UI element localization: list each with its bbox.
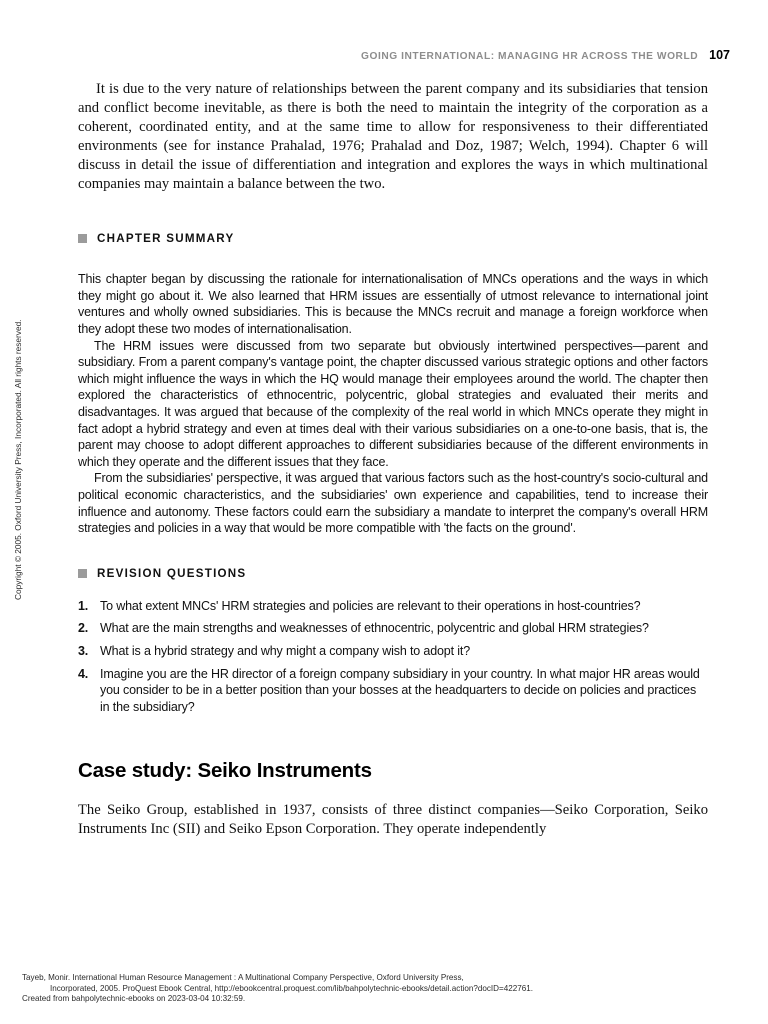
citation-block [22, 973, 722, 1005]
chapter-summary-heading-label: CHAPTER SUMMARY [97, 232, 235, 246]
revision-questions-heading-label: REVISION QUESTIONS [97, 566, 247, 580]
page-number: 107 [709, 48, 730, 62]
chapter-summary-heading [78, 232, 708, 245]
question-text: What is a hybrid strategy and why might a company wish to adopt it? [100, 643, 470, 658]
citation-line-2: Incorporated, 2005. ProQuest Ebook Central, http://ebookcentral.proquest.com/lib/bahpolytechnic-ebooks/detail.action?docID=422761. [50, 983, 534, 993]
list-item [78, 620, 708, 637]
citation-line-1: Tayeb, Monir. International Human Resource Management : A Multinational Company Perspective, Oxford University Press, [22, 973, 464, 982]
question-number: 3. [78, 643, 89, 658]
running-head-title: GOING INTERNATIONAL: MANAGING HR ACROSS THE WORLD [361, 51, 699, 62]
square-bullet-icon [78, 569, 87, 578]
citation-line-3: Created from bahpolytechnic-ebooks on 2023-03-04 10:32:59. [22, 994, 246, 1004]
question-number: 4. [78, 666, 89, 681]
running-head [78, 48, 730, 62]
spine-copyright-text: Copyright © 2005. Oxford University Press, Incorporated. All rights reserved. [13, 319, 23, 600]
revision-questions-list [78, 598, 708, 716]
question-number: 2. [78, 621, 89, 636]
page-content [78, 80, 708, 839]
list-item [78, 598, 708, 615]
chapter-summary-paragraph-3: From the subsidiaries' perspective, it was argued that various factors such as the host-country's socio-cultural and political economic characteristics, and the subsidiaries' own experience and capabilities, tend to increase their influence and autonomy. These factors could earn the subsidiary a mandate to interpret the company's overall HRM strategies and policies in a way that would be more compatible with 'the facts on the ground'. [78, 471, 708, 536]
question-number: 1. [78, 598, 89, 613]
question-text: Imagine you are the HR director of a foreign company subsidiary in your country. In what major HR areas would you consider to be in a better position than your bosses at the headquarters to decide on policies and practices in the subsidiary? [100, 666, 700, 714]
question-text: To what extent MNCs' HRM strategies and policies are relevant to their operations in host-countries? [100, 598, 641, 613]
case-study-heading: Case study: Seiko Instruments [78, 759, 372, 783]
question-text: What are the main strengths and weaknesses of ethnocentric, polycentric and global HRM strategies? [100, 621, 649, 636]
case-study-paragraph: The Seiko Group, established in 1937, consists of three distinct companies—Seiko Corporation, Seiko Instruments Inc (SII) and Seiko Epson Corporation. They operate independently [78, 802, 708, 838]
chapter-summary-paragraph-1: This chapter began by discussing the rationale for internationalisation of MNCs operations and the ways in which they might go about it. We also learned that HRM issues are essentially of utmost relevance to international joint ventures and wholly owned subsidiaries. This is because the MNCs recruit and manage a foreign workforce when they adopt these two modes of internationalisation. [78, 272, 708, 337]
list-item [78, 666, 708, 716]
opening-paragraph: It is due to the very nature of relationships between the parent company and its subsidiaries that tension and conflict become inevitable, as there is both the need to maintain the integrity of the corporation as a coherent, coordinated entity, and at the same time to allow for responsiveness to their differentiated environments (see for instance Prahalad, 1976; Prahalad and Doz, 1987; Welch, 1994). Chapter 6 will discuss in detail the issue of differentiation and integration and explores the ways in which multinational companies may maintain a balance between the two. [78, 81, 708, 193]
revision-questions-heading [78, 567, 708, 580]
list-item [78, 643, 708, 660]
chapter-summary-paragraph-2: The HRM issues were discussed from two separate but obviously intertwined perspectives—parent and subsidiary. From a parent company's vantage point, the chapter discussed various strategic options and other factors which might influence the ways in which the HQ would manage their employees around the world. The chapter then explored the characteristics of ethnocentric, polycentric, global strategies and evaluated their merits and disadvantages. It was argued that because of the complexity of the real world in which MNCs operate they might in fact adopt a hybrid strategy and even at times deal with their various subsidiaries on a one-to-one basis, that is, the parent may choose to adopt different approaches to different subsidiaries because of the different environments in which they operate and the different issues that they face. [78, 338, 708, 469]
square-bullet-icon [78, 234, 87, 243]
